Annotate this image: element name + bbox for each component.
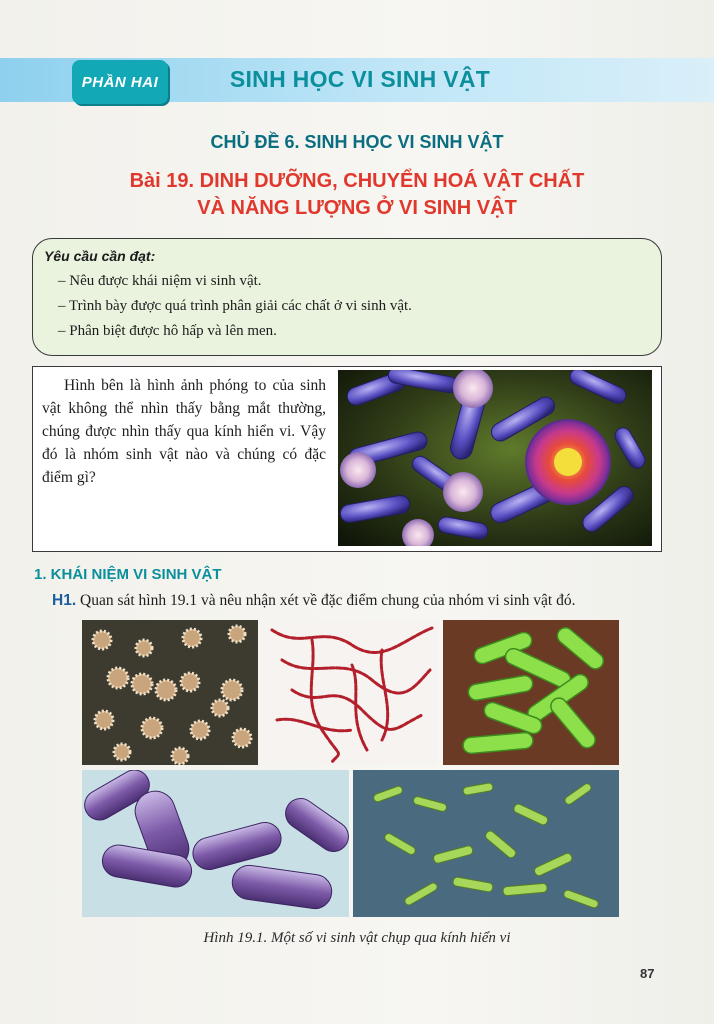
lesson-title-line1: Bài 19. DINH DƯỠNG, CHUYỂN HOÁ VẬT CHẤT xyxy=(129,170,585,192)
requirements-list xyxy=(58,272,412,347)
question-text: Quan sát hình 19.1 và nêu nhận xét về đặc điểm chung của nhóm vi sinh vật đó. xyxy=(76,592,576,609)
question-label: H1. xyxy=(52,592,77,609)
micrograph-green-bacilli xyxy=(353,770,619,917)
microbes-illustration xyxy=(338,370,652,546)
section-heading: 1. KHÁI NIỆM VI SINH VẬT xyxy=(34,566,222,583)
requirement-item: – Phân biệt được hô hấp và lên men. xyxy=(58,323,277,339)
micrograph-colonies xyxy=(82,620,258,765)
requirement-item: – Trình bày được quá trình phân giải các chất ở vi sinh vật. xyxy=(58,298,412,314)
intro-text: Hình bên là hình ảnh phóng to của sinh vật không thể nhìn thấy bằng mắt thường, chúng được nhìn thấy qua kính hiển vi. Vậy đó là nhóm sinh vật nào và chúng có đặc điểm gì? xyxy=(42,377,326,486)
requirement-item: – Nêu được khái niệm vi sinh vật. xyxy=(58,273,262,289)
micrograph-purple-rods xyxy=(82,770,349,917)
micrograph-filaments xyxy=(262,620,438,765)
requirements-heading: Yêu cầu cần đạt: xyxy=(44,248,156,264)
page-number: 87 xyxy=(640,966,655,981)
question-h1 xyxy=(52,592,575,610)
topic-title: CHỦ ĐỀ 6. SINH HỌC VI SINH VẬT xyxy=(210,132,504,152)
part-badge: PHẦN HAI xyxy=(72,60,168,104)
part-title: SINH HỌC VI SINH VẬT xyxy=(229,66,491,92)
figure-caption: Hình 19.1. Một số vi sinh vật chụp qua kính hiển vi xyxy=(203,930,511,946)
lesson-title xyxy=(90,168,624,222)
micrograph-green-rods xyxy=(443,620,619,765)
lesson-title-line2: VÀ NĂNG LƯỢNG Ở VI SINH VẬT xyxy=(197,197,517,219)
